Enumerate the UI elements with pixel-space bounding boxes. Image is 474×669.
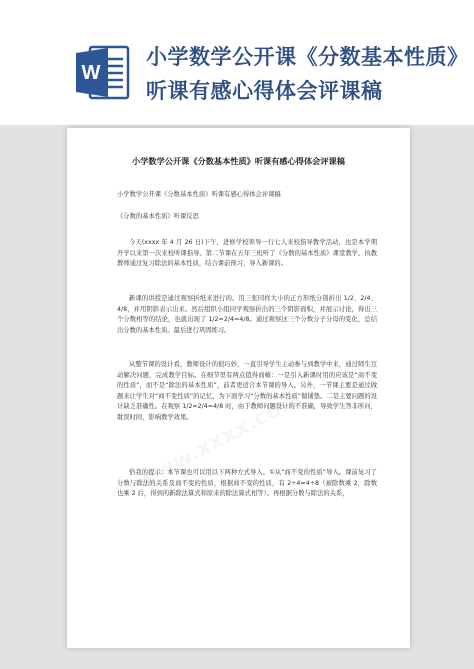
svg-text:W: W	[81, 62, 101, 84]
document-title: 小学数学公开课《分数基本性质》听课有感心得体会评课稿	[132, 156, 345, 166]
page-title: 小学数学公开课《分数基本性质》听课有感心得体会评课稿	[146, 45, 458, 103]
paragraph-4: 新课的讲授是通过观察折纸来进行的。用三张同样大小的正方形纸分别折出 1/2、2/4、4/8，并用阴影表示出来。然后组织小组同学观察折出的三个阴影面积，并展示讨论，得出三个分数相等的结论，也就出现了 1/2=2/4=4/8。通过观察这三个分数分子分母的变化，总结出分数的基本性质。最后进行巩固练习。	[117, 295, 377, 334]
paragraph-1: 小学数学公开课《分数基本性质》听课有感心得体会评课稿	[117, 191, 281, 198]
word-document-icon	[74, 44, 131, 101]
banner-header	[0, 0, 474, 125]
paragraph-6: 恰我的提示：本节课也可以用以下两种方式导入。①从“商不变的性质”导入。课前复习了分数与除法的关系及商不变的性质，根据商不变的性质，有 2÷4=4÷8（被除数乘 2，除数也乘 2 后，得到的新除法算式和原来的除法算式相等）。再根据分数与除法的关系，	[117, 469, 377, 498]
paragraph-2: 《分数的基本性质》听课反思	[117, 213, 199, 220]
paragraph-5: 从整节课的设计看，教师设计的很巧妙，一直引导学生主动参与到教学中来，通过师生互动解决问题，完成教学目标。在细节里有两点值得商榷：一是引入新课时用的应该是“商不变的性质”，而不是“除法的基本性质”，前者更适合本节课的导入。另外，一节课主要是通过做题来让学生对“商不变性质”的记忆，为下面学习“分数的基本性质”做铺垫。二是主要问题的设计缺乏准确性。在观察 1/2=2/4=4/8 时，由于教师问题设计的不准确，导致学生答非所问，耽误时间，影响教学效果。	[117, 361, 377, 421]
paragraph-3: 今天(xxxx 年 4 月 26 日)下午，进修学校领导一行七人来校指导教学活动，也是本学期开学以来第一次来校听课指导。第二节课在五年三班听了《分数的基本性质》课堂教学。执教教师通过复习除法的基本性质，结合课前预习，导入新课的。	[117, 239, 377, 268]
document-page	[67, 128, 410, 648]
